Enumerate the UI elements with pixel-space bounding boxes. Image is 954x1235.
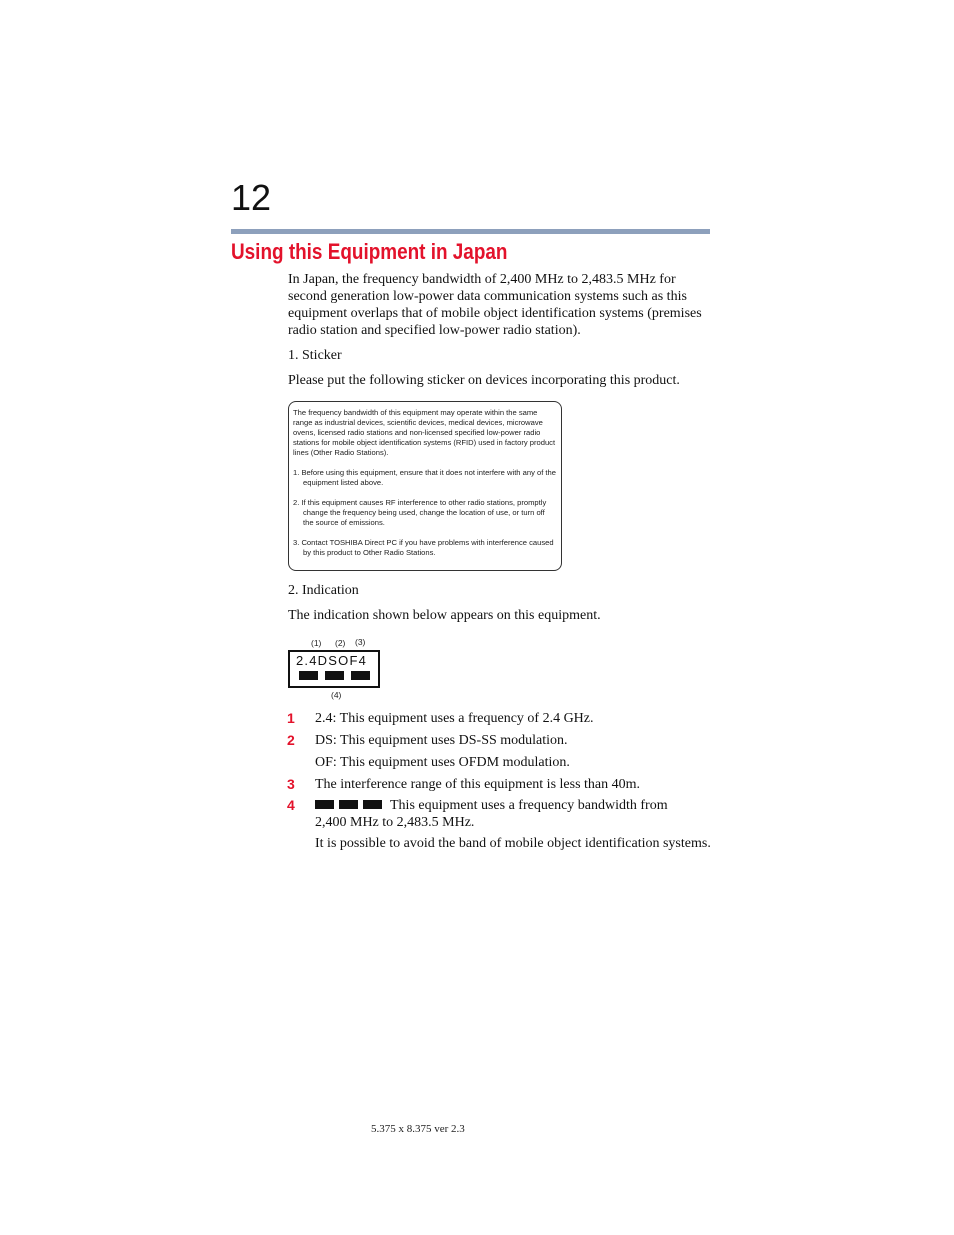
section-heading: Using this Equipment in Japan	[231, 239, 508, 264]
band-bar	[363, 800, 382, 809]
band-bar	[315, 800, 334, 809]
sticker-instruction: Please put the following sticker on devices incorporating this product.	[288, 373, 680, 388]
callout-2: (2)	[335, 638, 346, 648]
list-number-1: 1	[287, 710, 295, 726]
header-rule	[231, 229, 710, 234]
band-bar	[325, 671, 344, 680]
intro-paragraph: In Japan, the frequency bandwidth of 2,400 MHz to 2,483.5 MHz for second generation low-power data communication systems such as this equipment overlaps that of mobile object identification systems (premises radio station and specified low-power radio station).	[288, 272, 702, 338]
band-bar	[351, 671, 370, 680]
band-bar	[339, 800, 358, 809]
callout-4: (4)	[331, 690, 342, 700]
page-number: 12	[231, 177, 272, 218]
sticker-item: 1. Before using this equipment, ensure that it does not interfere with any of the equipment listed above.	[293, 468, 556, 487]
sticker-box	[288, 401, 562, 571]
indication-code: 2.4DSOF4	[296, 653, 368, 668]
list-number-3: 3	[287, 776, 295, 792]
indication-instruction: The indication shown below appears on this equipment.	[288, 608, 601, 623]
indication-label: 2. Indication	[288, 583, 359, 598]
list-item-4-text: This equipment uses a frequency bandwidth from 2,400 MHz to 2,483.5 MHz.	[315, 798, 668, 830]
footer-size-note: 5.375 x 8.375 ver 2.3	[371, 1123, 465, 1135]
list-item-1-text: 2.4: This equipment uses a frequency of 2.4 GHz.	[315, 711, 594, 726]
list-number-2: 2	[287, 732, 295, 748]
sticker-item: 2. If this equipment causes RF interference to other radio stations, promptly change the frequency being used, change the location of use, or turn off the source of emissions.	[293, 498, 547, 527]
list-item-2-text: DS: This equipment uses DS-SS modulation.	[315, 733, 568, 748]
callout-1: (1)	[311, 638, 322, 648]
list-item-2-sub: OF: This equipment uses OFDM modulation.	[315, 755, 570, 770]
sticker-item: 3. Contact TOSHIBA Direct PC if you have problems with interference caused by this product to Other Radio Stations.	[293, 538, 554, 557]
callout-3: (3)	[355, 637, 366, 647]
sticker-intro: The frequency bandwidth of this equipment may operate within the same range as industrial devices, scientific devices, medical devices, microwave ovens, licensed radio stations and non-licensed specified low-power radio stations for mobile object identification systems (RFID) used in factory product lines (Other Radio Stations).	[293, 408, 556, 457]
list-item-4	[315, 797, 675, 831]
list-item-3-text: The interference range of this equipment is less than 40m.	[315, 777, 641, 792]
indication-label-box	[288, 650, 380, 688]
list-number-4: 4	[287, 797, 295, 813]
sticker-label: 1. Sticker	[288, 348, 342, 363]
band-bar	[299, 671, 318, 680]
list-item-4-sub: It is possible to avoid the band of mobile object identification systems.	[315, 836, 711, 851]
